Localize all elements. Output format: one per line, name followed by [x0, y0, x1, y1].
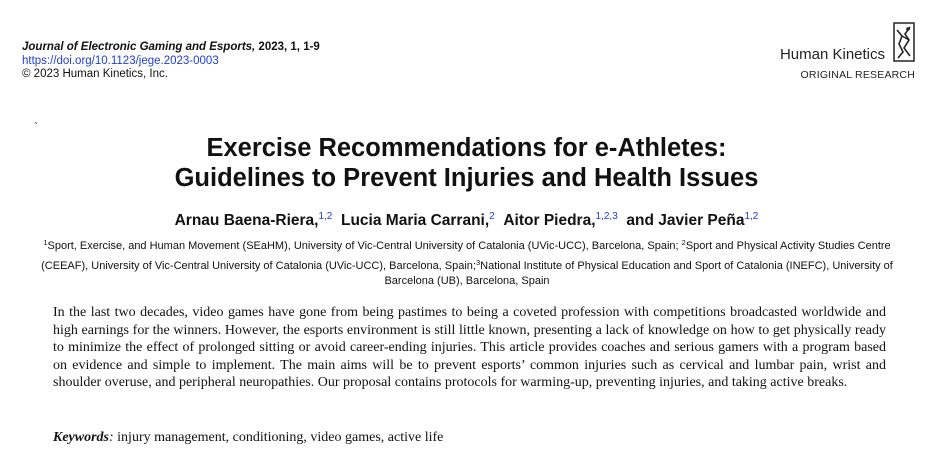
author-affiliation-sup: 1,2 — [744, 211, 759, 222]
journal-volume: 2023, 1, 1-9 — [255, 41, 320, 53]
human-kinetics-logo-icon — [893, 22, 915, 62]
keywords-text: injury management, conditioning, video games, active life — [113, 430, 444, 445]
publisher-name: Human Kinetics — [779, 46, 885, 63]
affiliation-number: 2 — [681, 238, 686, 247]
journal-name: Journal of Electronic Gaming and Esports, — [22, 41, 256, 53]
affiliation-number: 3 — [475, 257, 481, 267]
stray-mark: ` — [34, 120, 38, 134]
keywords-colon: : — [109, 430, 114, 445]
doi-link[interactable]: https://doi.org/10.1123/jege.2023-0003 — [22, 54, 219, 67]
abstract-text: In the last two decades, video games have gone from being pastimes to being a coveted profession with competitions broadcasted worldwide and high earnings for the winners. However, the esports environment is still little known, presenting a lack of knowledge on how to get physically ready to minimize the effect of prolonged sitting or avoid career-ending injuries. This article provides coaches and serious gamers with a program based on evidence and simple to implement. The main aims will be to prevent esports’ common injuries such as cervical and lumbar pain, wrist and shoulder overuse, and peripheral neuropathies. Our proposal contains protocols for warming-up, preventing injuries, and taking active breaks. — [53, 305, 886, 390]
author-affiliation-sup: 1,2 — [318, 211, 333, 222]
author-connector: and — [626, 212, 654, 229]
author-name: Lucia Maria Carrani, — [341, 212, 490, 229]
copyright-notice: © 2023 Human Kinetics, Inc. — [22, 68, 168, 80]
affiliation-text: Sport, Exercise, and Human Movement (SEaHM), University of Vic-Central University of Catalonia (UVic-UCC), Barcelona, Spain; — [47, 240, 679, 252]
title-line-1: Exercise Recommendations for e-Athletes: — [206, 134, 727, 162]
publisher-block — [715, 22, 915, 82]
keywords-label: Keywords — [53, 430, 109, 445]
affiliations — [22, 235, 912, 290]
journal-header — [22, 41, 320, 82]
article-section-label: ORIGINAL RESEARCH — [800, 69, 915, 81]
keywords-line — [53, 430, 443, 446]
author-affiliation-sup: 1,2,3 — [595, 211, 618, 222]
author-name: Arnau Baena-Riera, — [174, 212, 319, 229]
author-list — [0, 211, 933, 230]
title-line-2: Guidelines to Prevent Injuries and Health Issues — [174, 164, 759, 192]
affiliation-text: Sport and Physical Activity Studies Centre (CEEAF), University of Vic-Central University of Catalonia (UVic-UCC), Barcelona, Spain; — [41, 240, 891, 272]
author-affiliation-sup: 2 — [489, 211, 495, 222]
journal-citation — [22, 41, 320, 55]
author-name: Aitor Piedra, — [503, 212, 596, 229]
affiliation-number: 1 — [43, 238, 48, 247]
article-title — [0, 133, 933, 193]
author-name: Javier Peña — [658, 212, 745, 229]
affiliation-text: National Institute of Physical Education and Sport of Catalonia (INEFC), University of Barcelona (UB), Barcelona, Spain — [384, 259, 893, 287]
